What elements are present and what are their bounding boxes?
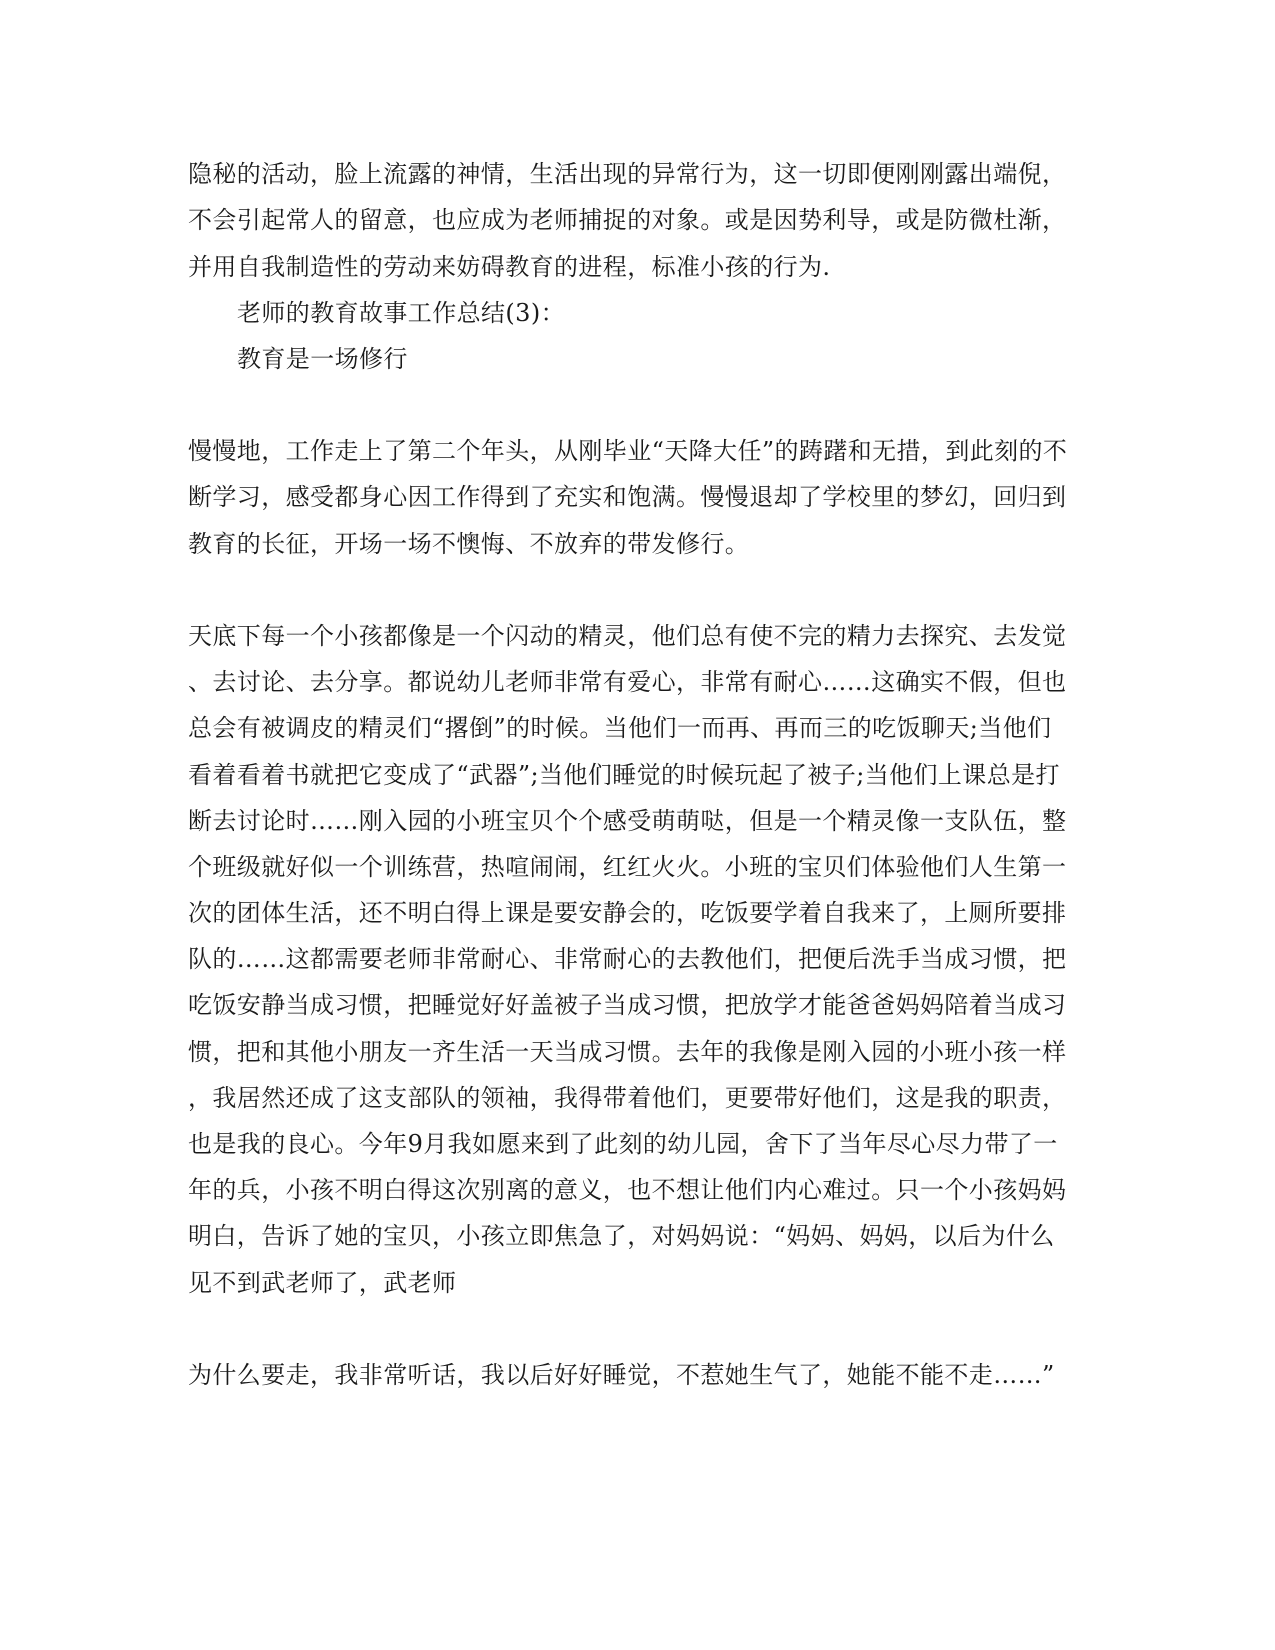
text-line: 惯，把和其他小朋友一齐生活一天当成习惯。去年的我像是刚入园的小班小孩一样	[188, 1038, 1067, 1066]
text-line: 个班级就好似一个训练营，热喧闹闹，红红火火。小班的宝贝们体验他们人生第一	[188, 853, 1067, 881]
text-line: 明白，告诉了她的宝贝，小孩立即焦急了，对妈妈说：“妈妈、妈妈，以后为什么	[188, 1222, 1055, 1250]
text-line: 为什么要走，我非常听话，我以后好好睡觉，不惹她生气了，她能不能不走……”	[188, 1361, 1055, 1389]
section-subtitle: 教育是一场修行	[237, 345, 408, 373]
text-line: 慢慢地，工作走上了第二个年头，从刚毕业“天降大任”的踌躇和无措，到此刻的不	[188, 437, 1068, 465]
text-line: 吃饭安静当成习惯，把睡觉好好盖被子当成习惯，把放学才能爸爸妈妈陪着当成习	[188, 991, 1067, 1019]
text-line: 断学习，感受都身心因工作得到了充实和饱满。慢慢退却了学校里的梦幻，回归到	[188, 483, 1067, 511]
text-line: 不会引起常人的留意，也应成为老师捕捉的对象。或是因势利导，或是防微杜渐，	[188, 206, 1067, 234]
text-line: 总会有被调皮的精灵们“撂倒”的时候。当他们一而再、再而三的吃饭聊天;当他们	[188, 714, 1052, 742]
text-line: ，我居然还成了这支部队的领袖，我得带着他们，更要带好他们，这是我的职责，	[188, 1084, 1067, 1112]
text-line: 队的……这都需要老师非常耐心、非常耐心的去教他们，把便后洗手当成习惯，把	[188, 945, 1067, 973]
text-line: 看着看着书就把它变成了“武器”;当他们睡觉的时候玩起了被子;当他们上课总是打	[188, 761, 1060, 789]
text-line: 隐秘的活动，脸上流露的神情，生活出现的异常行为，这一切即便刚刚露出端倪，	[188, 160, 1067, 188]
text-line: 并用自我制造性的劳动来妨碍教育的进程，标准小孩的行为.	[188, 253, 831, 281]
text-line: 年的兵，小孩不明白得这次别离的意义，也不想让他们内心难过。只一个小孩妈妈	[188, 1176, 1067, 1204]
text-line: 、去讨论、去分享。都说幼儿老师非常有爱心，非常有耐心……这确实不假，但也	[188, 668, 1067, 696]
text-line: 也是我的良心。今年9月我如愿来到了此刻的幼儿园，舍下了当年尽心尽力带了一	[188, 1130, 1058, 1158]
text-line: 教育的长征，开场一场不懊悔、不放弃的带发修行。	[188, 530, 750, 558]
section-heading: 老师的教育故事工作总结(3)：	[237, 299, 565, 327]
text-line: 断去讨论时……刚入园的小班宝贝个个感受萌萌哒，但是一个精灵像一支队伍，整	[188, 807, 1067, 835]
text-line: 次的团体生活，还不明白得上课是要安静会的，吃饭要学着自我来了，上厕所要排	[188, 899, 1067, 927]
text-line: 天底下每一个小孩都像是一个闪动的精灵，他们总有使不完的精力去探究、去发觉	[188, 622, 1067, 650]
text-line: 见不到武老师了，武老师	[188, 1269, 457, 1297]
